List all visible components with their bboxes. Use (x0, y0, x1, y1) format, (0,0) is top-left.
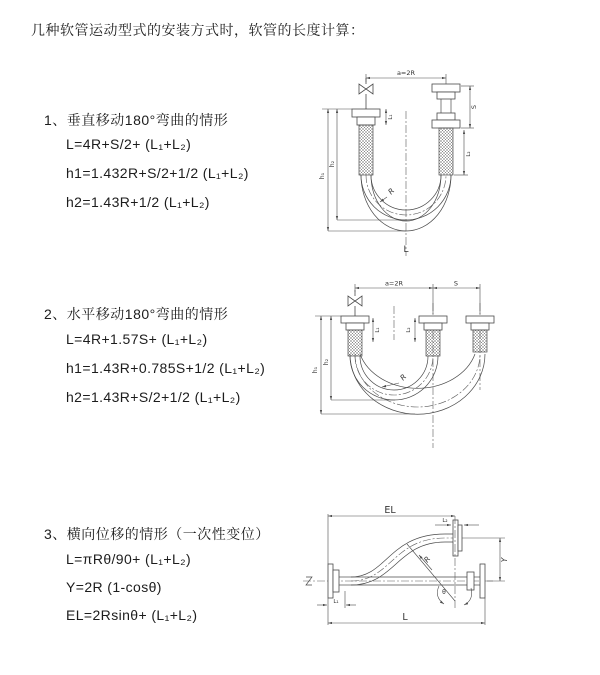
formula-line: EL=2Rsinθ+ (L₁+L₂) (66, 607, 198, 623)
formula-line: L=4R+S/2+ (L₁+L₂) (66, 136, 192, 152)
section-1-heading: 1、垂直移动180°弯曲的情形 (44, 112, 229, 128)
dim-label-s: S (470, 104, 478, 110)
section-2-heading: 2、水平移动180°弯曲的情形 (44, 306, 229, 322)
dim-label-h2: h₂ (323, 358, 330, 366)
dim-label-h2: h₂ (329, 160, 336, 168)
dim-label-l1: L₁ (375, 327, 381, 333)
diagram-horizontal-180-bend (303, 278, 593, 456)
diagram-lateral-displacement (295, 498, 600, 656)
section-3-heading: 3、横向位移的情形（一次性变位） (44, 526, 270, 542)
radius-label: R (398, 372, 409, 383)
formula-line: Y=2R (1-cosθ) (66, 579, 162, 595)
formula-line: h1=1.43R+0.785S+1/2 (L₁+L₂) (66, 360, 266, 376)
dim-label-el: EL (384, 505, 396, 516)
formula-line: h1=1.432R+S/2+1/2 (L₁+L₂) (66, 165, 249, 181)
dim-label-h1: h₁ (312, 366, 319, 374)
formula-line: h2=1.43R+S/2+1/2 (L₁+L₂) (66, 389, 241, 405)
diagram-vertical-180-bend (306, 66, 591, 266)
dim-label-y: Y (500, 557, 509, 563)
length-label: L (403, 245, 409, 255)
page-title: 几种软管运动型式的安装方式时，软管的长度计算： (31, 22, 365, 38)
radius-label: R (421, 554, 433, 565)
dim-label-a2r: a=2R (396, 69, 416, 77)
dim-label-l1: L₁ (333, 599, 339, 605)
dim-label-s: S (453, 279, 459, 288)
dim-label-a2r: a=2R (384, 279, 404, 288)
angle-label: θ (442, 589, 446, 596)
length-label: L (402, 612, 408, 623)
dim-label-l2: L₂ (466, 151, 472, 157)
dim-label-l2: L₂ (406, 327, 412, 333)
dim-label-l2: L₂ (442, 518, 448, 524)
radius-label: R (386, 186, 397, 197)
formula-line: L=πRθ/90+ (L₁+L₂) (66, 551, 192, 567)
dim-label-l1: L₁ (388, 114, 394, 120)
dim-label-h1: h₁ (319, 172, 326, 180)
formula-line: L=4R+1.57S+ (L₁+L₂) (66, 331, 208, 347)
formula-line: h2=1.43R+1/2 (L₁+L₂) (66, 194, 210, 210)
